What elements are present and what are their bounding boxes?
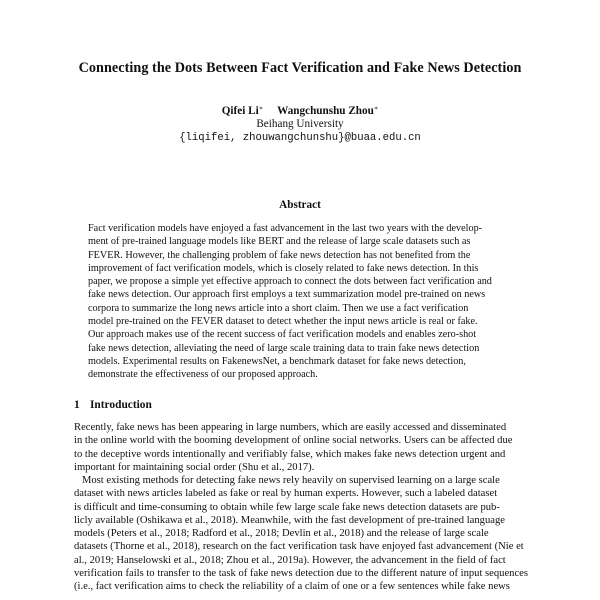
body-line: in the online world with the booming development of online social networks. Users can be affected due (74, 435, 513, 447)
body-line: Recently, fake news has been appearing in large numbers, which are easily accessed and disseminated (74, 422, 507, 433)
author-name: Wangchunshu Zhou (277, 105, 374, 117)
author-name: Qifei Li (221, 105, 259, 117)
body-line: Most existing methods for detecting fake news rely heavily on supervised learning on a large scale (74, 475, 500, 486)
abstract-body (88, 222, 512, 382)
equal-contribution-mark: ∗ (258, 105, 264, 112)
abstract-line: fake news detection. Our approach first employs a text summarization model pre-trained on news (88, 289, 486, 301)
abstract-line: model pre-trained on the FEVER dataset to detect whether the input news article is real or fake. (88, 316, 478, 328)
abstract-line: paper, we propose a simple yet effective approach to connect the dots between fact verification and (88, 276, 492, 288)
abstract-line: corpora to summarize the long news article into a short claim. Then we use a fact verification (88, 302, 469, 314)
abstract-line: Our approach makes use of the recent success of fact verification models and enables zero-shot (88, 329, 477, 341)
body-line: verification fails to transfer to the task of fake news detection due to the different nature of input sequences (74, 567, 528, 579)
abstract-heading: Abstract (279, 199, 321, 211)
section-heading (74, 399, 152, 411)
abstract-line: Fact verification models have enjoyed a fast advancement in the last two years with the develop- (88, 223, 483, 234)
abstract-line: fake news detection, alleviating the need of large scale training data to train fake news detection (88, 342, 480, 354)
abstract-line: improvement of fact verification models, which is closely related to fake news detection. In this (88, 262, 479, 274)
body-line: al., 2019; Hanselowski et al., 2018; Zhou et al., 2019a). However, the advancement in the field of fact (74, 554, 506, 566)
section-number: 1 (74, 399, 80, 411)
section-title: Introduction (90, 399, 152, 411)
introduction-body (74, 421, 526, 593)
abstract-line: ment of pre-trained language models like BERT and the release of large scale datasets such as (88, 236, 471, 248)
affiliation: Beihang University (256, 118, 344, 130)
author-list (0, 104, 600, 117)
body-line: licly available (Oshikawa et al., 2018). Meanwhile, with the fast development of pre-trained language (74, 514, 505, 526)
body-line: (i.e., fact verification aims to check the reliability of a claim of one or a few sentences while fake news (74, 581, 510, 592)
body-line: datasets (Thorne et al., 2018), research on the fact verification task have enjoyed fast advancement (Nie et (74, 541, 524, 553)
author-email: {liqifei, zhouwangchunshu}@buaa.edu.cn (179, 132, 421, 144)
body-line: to the deceptive words intentionally and verifiably false, which makes fake news detection urgent and (74, 448, 506, 460)
equal-contribution-mark: ∗ (373, 105, 379, 112)
body-line: models (Peters et al., 2018; Radford et al., 2018; Devlin et al., 2018) and the release of large scale (74, 528, 489, 539)
body-line: is difficult and time-consuming to obtain while few large scale fake news detection datasets are pub- (74, 501, 500, 513)
abstract-line: FEVER. However, the challenging problem of fake news detection has not benefited from the (88, 249, 471, 261)
body-line: dataset with news articles labeled as fake or real by human experts. However, such a labeled dataset (74, 488, 498, 500)
abstract-line: models. Experimental results on FakenewsNet, a benchmark dataset for fake news detection, (88, 355, 466, 367)
body-line: important for maintaining social order (Shu et al., 2017). (74, 461, 315, 473)
abstract-line: demonstrate the effectiveness of our proposed approach. (88, 369, 318, 381)
paper-title: Connecting the Dots Between Fact Verification and Fake News Detection (78, 60, 522, 76)
